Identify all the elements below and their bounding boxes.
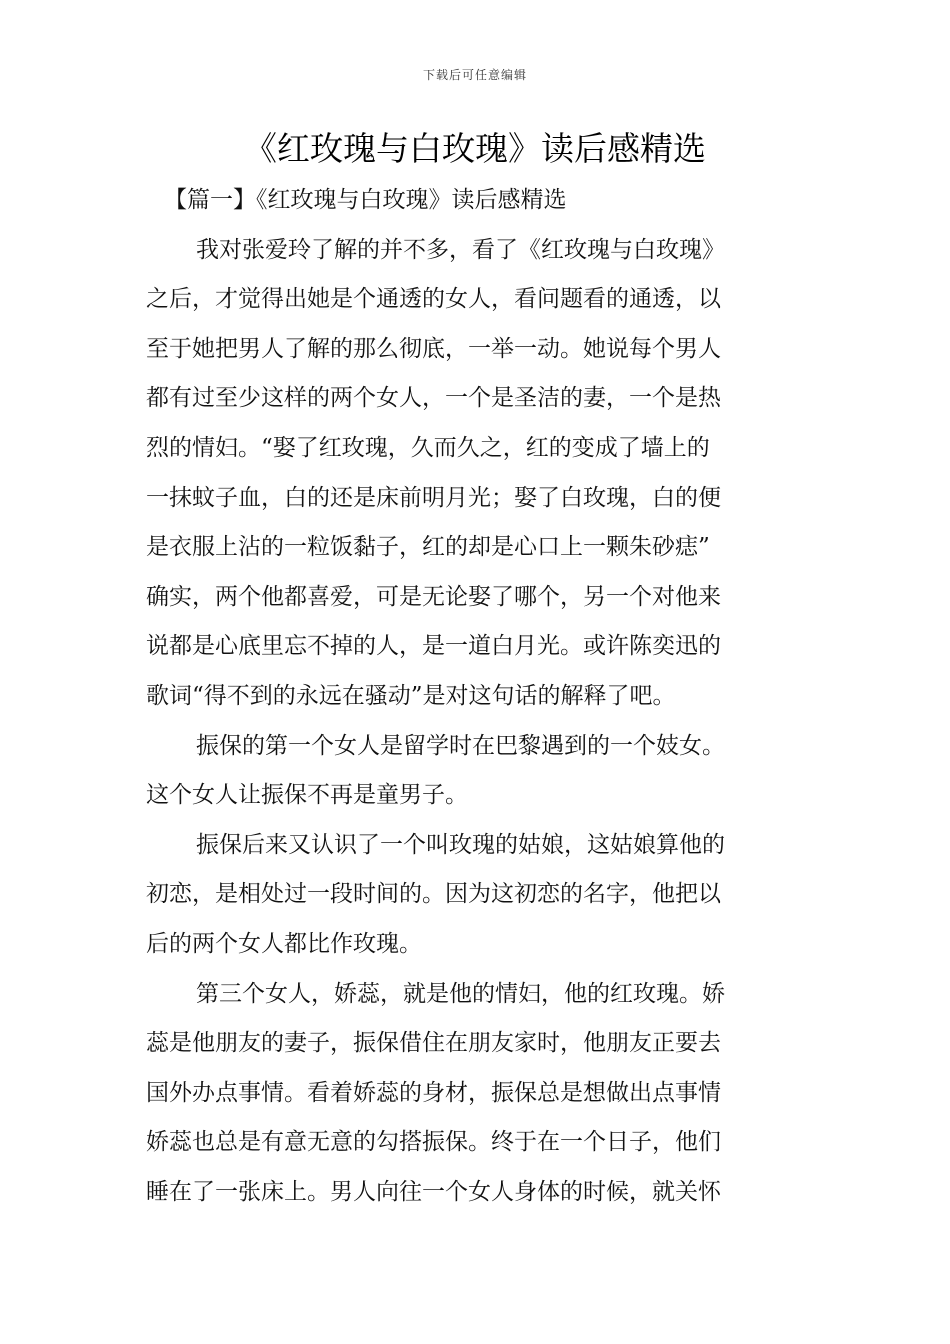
text-line: 至于她把男人了解的那么彻底，一举一动。她说每个男人 <box>146 335 721 362</box>
text-line: 国外办点事情。看着娇蕊的身材，振保总是想做出点事情 <box>146 1079 721 1106</box>
text-line: 睡在了一张床上。男人向往一个女人身体的时候，就关怀 <box>146 1178 721 1205</box>
paragraph-3 <box>146 821 806 970</box>
header-note: 下载后可任意编辑 <box>422 68 527 82</box>
paragraph-1 <box>146 226 806 722</box>
document-body <box>146 176 806 1217</box>
text-line: 我对张爱玲了解的并不多，看了《红玫瑰与白玫瑰》 <box>196 236 725 263</box>
text-line: 歌词“得不到的永远在骚动”是对这句话的解释了吧。 <box>146 682 676 709</box>
text-line: 之后，才觉得出她是个通透的女人，看问题看的通透，以 <box>146 286 721 313</box>
document-title: 《红玫瑰与白玫瑰》读后感精选 <box>244 129 706 168</box>
text-line: 后的两个女人都比作玫瑰。 <box>146 930 422 957</box>
paragraph-4 <box>146 970 806 1218</box>
text-line: 说都是心底里忘不掉的人，是一道白月光。或许陈奕迅的 <box>146 633 721 660</box>
text-line: 都有过至少这样的两个女人，一个是圣洁的妻，一个是热 <box>146 385 721 412</box>
paragraph-2 <box>146 722 806 821</box>
text-line: 确实，两个他都喜爱，可是无论娶了哪个，另一个对他来 <box>146 583 721 610</box>
text-line: 蕊是他朋友的妻子，振保借住在朋友家时，他朋友正要去 <box>146 1030 721 1057</box>
text-line: 振保后来又认识了一个叫玫瑰的姑娘，这姑娘算他的 <box>196 831 725 858</box>
text-line: 振保的第一个女人是留学时在巴黎遇到的一个妓女。 <box>196 732 725 759</box>
text-line: 一抹蚊子血，白的还是床前明月光；娶了白玫瑰，白的便 <box>146 484 721 511</box>
text-line: 初恋，是相处过一段时间的。因为这初恋的名字，他把以 <box>146 881 721 908</box>
text-line: 是衣服上沾的一粒饭黏子，红的却是心口上一颗朱砂痣” <box>146 534 710 561</box>
text-line: 第三个女人，娇蕊，就是他的情妇，他的红玫瑰。娇 <box>196 980 725 1007</box>
text-line: 娇蕊也总是有意无意的勾搭振保。终于在一个日子，他们 <box>146 1129 721 1156</box>
text-line: 烈的情妇。“娶了红玫瑰，久而久之，红的变成了墙上的 <box>146 434 710 461</box>
text-line: 这个女人让振保不再是童男子。 <box>146 782 468 809</box>
section-heading: 【篇一】《红玫瑰与白玫瑰》读后感精选 <box>164 187 567 213</box>
